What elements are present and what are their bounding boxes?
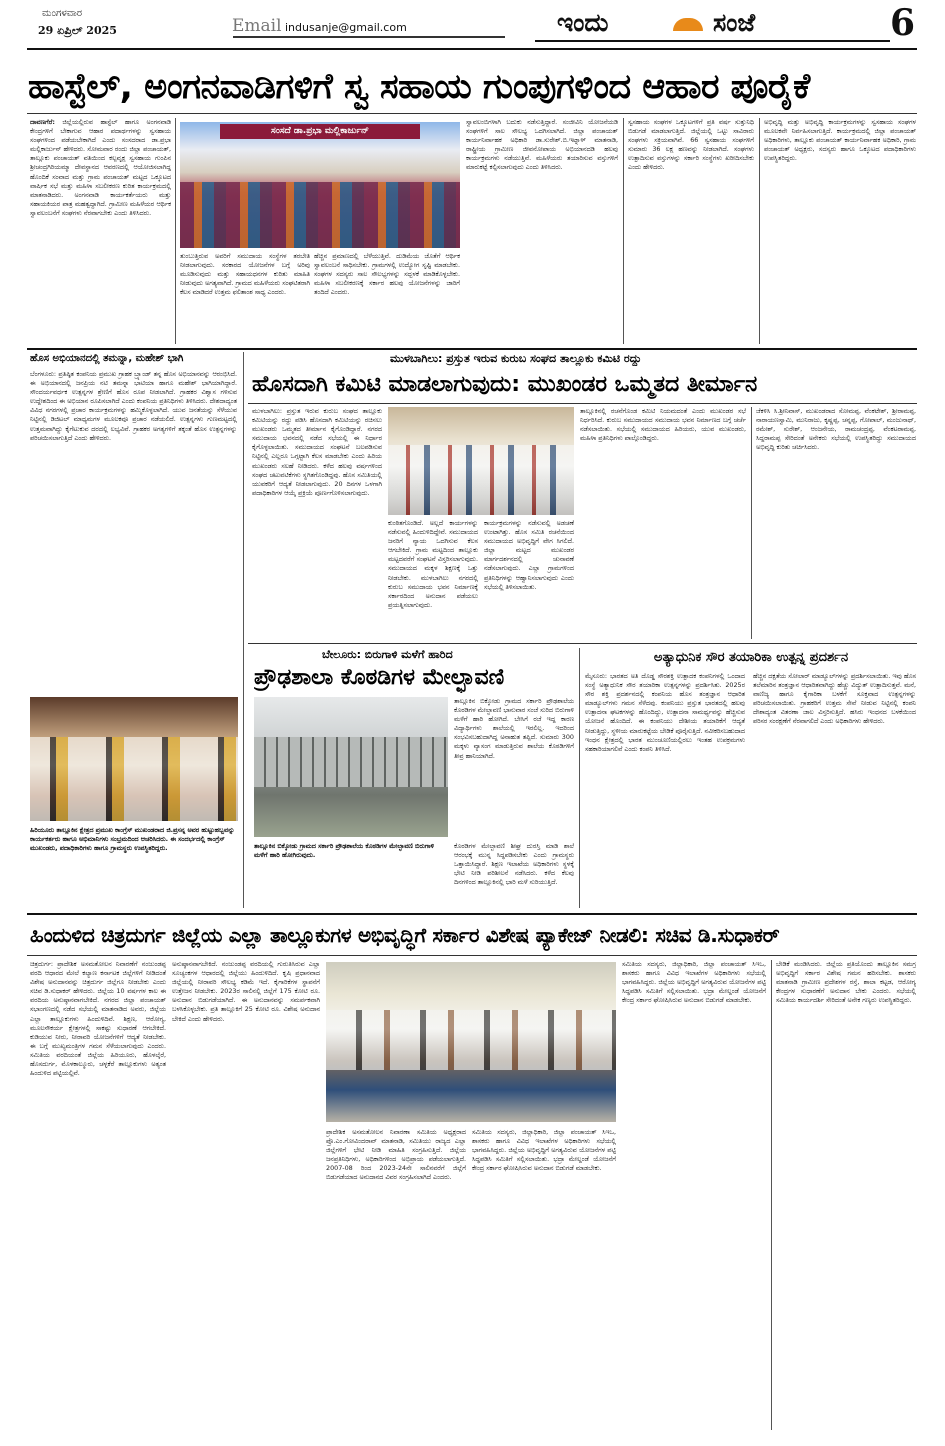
ambassador-body: ಬೆಂಗಳೂರು: ಪ್ರತಿಷ್ಠಿತ ಕಂಪನಿಯ ಪ್ರಮುಖ ಗ್ರಾಹಕ ಬ್ರ್ಯಾಂಡ್ ತನ್ನ ಹೊಸ ಅಭಿಯಾನವನ್ನು ಆರಂಭಿಸಿದೆ. ಈ ಅಭಿಯಾನದಲ್ಲಿ ಜನಪ್ರಿಯ ನಟಿ ತಮನ್ನಾ ಭಾಟಿಯಾ ಹಾಗೂ ಮಹೇಶ್ ಭಾಗಿಯಾಗಿದ್ದಾರೆ. ಸೌಂದರ್ಯವರ್ಧಕ ಉತ್ಪನ್ನಗಳ ಶ್ರೇಣಿಗೆ ಹೊಸ ರೂಪ ನೀಡಲಾಗಿದೆ. ಗ್ರಾಹಕರ ವಿಶ್ವಾಸ ಗಳಿಸುವ ಉದ್ದೇಶದಿಂದ ಈ ಅಭಿಯಾನ ರೂಪಿಸಲಾಗಿದೆ ಎಂದು ಕಂಪನಿಯ ಪ್ರತಿನಿಧಿಗಳು ತಿಳಿಸಿದರು. ದೇಶದಾದ್ಯಂತ ವಿವಿಧ ನಗರಗಳಲ್ಲಿ ಪ್ರಚಾರ ಕಾರ್ಯಕ್ರಮಗಳನ್ನು ಹಮ್ಮಿಕೊಳ್ಳಲಾಗಿದೆ. ಯುವ ಜನತೆಯನ್ನು ಸೆಳೆಯುವ ನಿಟ್ಟಿನಲ್ಲಿ ಡಿಜಿಟಲ್ ಮಾಧ್ಯಮಗಳ ಮೂಲಕವೂ ಪ್ರಚಾರ ನಡೆಯಲಿದೆ. ಉತ್ಪನ್ನಗಳು ಗುಣಮಟ್ಟದಲ್ಲಿ ಉತ್ತಮವಾಗಿದ್ದು ಕೈಗೆಟುಕುವ ದರದಲ್ಲಿ ಲಭ್ಯವಿವೆ. ಗ್ರಾಹಕರ ಅಗತ್ಯಗಳಿಗೆ ತಕ್ಕಂತೆ ಹೊಸ ಉತ್ಪನ್ನಗಳನ್ನು ಪರಿಚಯಿಸಲಾಗುತ್ತಿದೆ ಎಂದು ಹೇಳಿದರು. <box>30 370 237 442</box>
school-body-2: ಕೊಠಡಿಗಳ ಮೇಲ್ಛಾವಣಿ ಶೀಘ್ರ ದುರಸ್ತಿ ಮಾಡಿ ಶಾಲೆ ಆರಂಭಕ್ಕೆ ಮುನ್ನ ಸಿದ್ಧಪಡಿಸಬೇಕು ಎಂದು ಗ್ರಾಮಸ್ಥರು ಒತ್ತಾಯಿಸಿದ್ದಾರೆ. ಶಿಕ್ಷಣ ಇಲಾಖೆಯ ಅಧಿಕಾರಿಗಳು ಸ್ಥಳಕ್ಕೆ ಭೇಟಿ ನೀಡಿ ಪರಿಶೀಲನೆ ನಡೆಸಿದರು. ಕಳೆದ ಕೆಲವು ದಿನಗಳಿಂದ ತಾಲ್ಲೂಕಿನಲ್ಲಿ ಭಾರಿ ಮಳೆ ಸುರಿಯುತ್ತಿದೆ. <box>454 842 574 887</box>
lead-dateline: ದಾವಣಗೆರೆ: <box>30 118 55 126</box>
chitradurga-photo-officials <box>326 1010 616 1070</box>
school-photo-building <box>254 737 448 787</box>
kuruba-kicker: ಮುಳಬಾಗಿಲು: ಪ್ರಸ್ತುತ ಇರುವ ಕುರುಬ ಸಂಘದ ತಾಲ್ಲೂಕು ಕಮಿಟಿ ರದ್ದು <box>390 352 642 365</box>
solar-headline: ಅತ್ಯಾಧುನಿಕ ಸೌರ ತಯಾರಿಕಾ ಉತ್ಪನ್ನ ಪ್ರದರ್ಶನ <box>653 650 849 665</box>
school-photo-caption: ತಾಲ್ಲೂಕಿನ ಬಿಕ್ಕೋಡು ಗ್ರಾಮದ ಸರ್ಕಾರಿ ಪ್ರೌಢಶಾಲೆಯ ಕೊಠಡಿಗಳ ಮೇಲ್ಛಾವಣಿ ಬಿರುಗಾಳಿ ಮಳೆಗೆ ಹಾರಿ ಹೋಗಿರುವುದು. <box>254 842 434 859</box>
lead-headline-rule <box>27 113 917 114</box>
lead-col-under-photo: ತುಂಬುತ್ತಿರುವ ಅವರಿಗೆ ಸಮುದಾಯ ಸಂಸ್ಥೆಗಳ ತರಬೇತಿ ನೀಡಲಾಗುವುದು. ಸರಕಾರದ ಯೋಜನೆಗಳ ಬಗ್ಗೆ ಅರಿವು ಮೂಡಿಸುವುದು ಮತ್ತು ಸಹಾಯಧನಗಳ ಕುರಿತು ಮಾಹಿತಿ ನೀಡುವುದು ಅಗತ್ಯವಾಗಿದೆ. ಗ್ರಾಮದ ಮಹಿಳೆಯರು ಸಂಘಟಿತರಾಗಿ ಕೆಲಸ ಮಾಡಿದರೆ ಉತ್ತಮ ಫಲಿತಾಂಶ ಸಾಧ್ಯ ಎಂದರು. <box>180 252 310 297</box>
masthead-divider <box>233 36 505 38</box>
school-headline: ಪ್ರೌಢಶಾಲಾ ಕೊಠಡಿಗಳ ಮೇಲ್ಛಾವಣಿ <box>254 665 505 690</box>
email-label: Email <box>232 16 282 36</box>
kuruba-col-5: ಜೆಕಳಿಸಿ ಸಿ.ಶ್ರೀನಿವಾಸ್, ಮುಖಂಡರಾದ ಸೋಮಪ್ಪ, ವೆಂಕಟೇಶ್, ಶ್ರೀರಾಮಪ್ಪ, ನಾರಾಯಣಸ್ವಾಮಿ, ಮುನಿರಾಜು, ಕೃಷ್ಣಪ್ಪ, ಚನ್ನಪ್ಪ, ಗೋಪಾಲ್, ಮಂಜುನಾಥ್, ರಮೇಶ್, ಸುರೇಶ್, ಆಂಜನೇಯ, ರಾಮಚಂದ್ರಪ್ಪ, ವೆಂಕಟರಾಮಪ್ಪ, ಸಿದ್ದರಾಮಪ್ಪ ಸೇರಿದಂತೆ ಅನೇಕರು ಸಭೆಯಲ್ಲಿ ಉಪಸ್ಥಿತರಿದ್ದು ಸಮುದಾಯದ ಅಭಿವೃದ್ಧಿ ಕುರಿತು ಚರ್ಚಿಸಿದರು. <box>756 407 916 452</box>
kuruba-col-1: ಮುಳಬಾಗಿಲು: ಪ್ರಸ್ತುತ ಇರುವ ಕುರುಬ ಸಂಘದ ತಾಲ್ಲೂಕು ಕಮಿಟಿಯನ್ನು ರದ್ದು ಪಡಿಸಿ ಹೊಸದಾಗಿ ಕಮಿಟಿಯನ್ನು ರಚಿಸಲು ಮುಖಂಡರು ಒಮ್ಮತದ ತೀರ್ಮಾನ ಕೈಗೊಂಡಿದ್ದಾರೆ. ನಗರದ ಸಮುದಾಯ ಭವನದಲ್ಲಿ ನಡೆದ ಸಭೆಯಲ್ಲಿ ಈ ನಿರ್ಧಾರ ಕೈಗೊಳ್ಳಲಾಯಿತು. ಸಮುದಾಯದ ಸಂಘಟನೆ ಬಲಪಡಿಸುವ ನಿಟ್ಟಿನಲ್ಲಿ ಎಲ್ಲರೂ ಒಗ್ಗಟ್ಟಾಗಿ ಕೆಲಸ ಮಾಡಬೇಕು ಎಂದು ಹಿರಿಯ ಮುಖಂಡರು ಸಲಹೆ ನೀಡಿದರು. ಕಳೆದ ಹಲವು ವರ್ಷಗಳಿಂದ ಸಂಘದ ಚಟುವಟಿಕೆಗಳು ಸ್ಥಗಿತಗೊಂಡಿದ್ದವು. ಹೊಸ ಸಮಿತಿಯಲ್ಲಿ ಯುವಕರಿಗೆ ಆದ್ಯತೆ ನೀಡಲಾಗುವುದು. 20 ದಿನಗಳ ಒಳಗಾಗಿ ಪದಾಧಿಕಾರಿಗಳ ಆಯ್ಕೆ ಪ್ರಕ್ರಿಯೆ ಪೂರ್ಣಗೊಳಿಸಲಾಗುವುದು. <box>252 407 382 497</box>
solar-body: ಮೈಸೂರು: ಭಾರತದ ಅತಿ ದೊಡ್ಡ ಸೌರಶಕ್ತಿ ಉತ್ಪಾದಕ ಕಂಪನಿಗಳಲ್ಲಿ ಒಂದಾದ ಸಂಸ್ಥೆ ಅತ್ಯಾಧುನಿಕ ಸೌರ ತಯಾರಿಕಾ ಉತ್ಪನ್ನಗಳನ್ನು ಪ್ರದರ್ಶಿಸಿತು. 2025ರ ಸೌರ ಶಕ್ತಿ ಪ್ರದರ್ಶನದಲ್ಲಿ ಕಂಪನಿಯ ಹೊಸ ತಂತ್ರಜ್ಞಾನ ಆಧಾರಿತ ಮಾಡ್ಯೂಲ್‌ಗಳು ಗಮನ ಸೆಳೆದವು. ಕಂಪನಿಯು ಪ್ರಸ್ತುತ ಭಾರತದಲ್ಲಿ ಹಲವು ಉತ್ಪಾದನಾ ಘಟಕಗಳನ್ನು ಹೊಂದಿದ್ದು, ಉತ್ಪಾದನಾ ಸಾಮರ್ಥ್ಯವನ್ನು ಹೆಚ್ಚಿಸುವ ಯೋಜನೆ ಹೊಂದಿದೆ. ಈ ಕಂಪನಿಯು ದೇಶೀಯ ತಯಾರಿಕೆಗೆ ಆದ್ಯತೆ ನೀಡುತ್ತಿದ್ದು, ಸ್ಥಳೀಯ ಮಾರುಕಟ್ಟೆಯ ಬೇಡಿಕೆ ಪೂರೈಸುತ್ತಿದೆ. ನವೀಕರಿಸಬಹುದಾದ ಇಂಧನ ಕ್ಷೇತ್ರದಲ್ಲಿ ಭಾರತ ಮುಂಚೂಣಿಯಲ್ಲಿರಲು ಇಂತಹ ಉಪಕ್ರಮಗಳು ಸಹಕಾರಿಯಾಗಲಿವೆ ಎಂದು ಕಂಪನಿ ತಿಳಿಸಿದೆ. <box>585 672 745 753</box>
lead-photo <box>180 122 460 248</box>
brand-right-text: ಸಂಜೆ <box>713 8 756 37</box>
lead-photo-crowd <box>180 182 460 248</box>
kuruba-col-divider <box>751 407 752 639</box>
lead-col-divider <box>623 118 624 344</box>
mid-rule <box>248 643 917 644</box>
lead-col-divider <box>759 118 760 344</box>
weekday: ಮಂಗಳವಾರ <box>42 8 83 19</box>
lead-col-3: ಹೆಚ್ಚಿನ ಪ್ರಮಾಣದಲ್ಲಿ ಬೆಳೆಯುತ್ತಿವೆ. ದುಡಿಮೆಯ ಜೊತೆಗೆ ಆರ್ಥಿಕ ಸ್ವಾವಲಂಬನೆ ಸಾಧಿಸಬೇಕು. ಗ್ರಾಮಗಳಲ್ಲಿ ಉದ್ಯೋಗ ಸೃಷ್ಟಿ ಮಾಡಬೇಕು. ಸಂಘಗಳ ಸದಸ್ಯರು ಸಾಲ ಸೌಲಭ್ಯಗಳನ್ನು ಸದ್ಬಳಕೆ ಮಾಡಿಕೊಳ್ಳಬೇಕು. ಮಹಿಳಾ ಸಬಲೀಕರಣಕ್ಕೆ ಸರ್ಕಾರ ಹಲವು ಯೋಜನೆಗಳನ್ನು ಜಾರಿಗೆ ತಂದಿದೆ ಎಂದರು. <box>314 252 460 297</box>
lead-col-6: ಅಭಿವೃದ್ಧಿ ಮತ್ತು ಅಭಿವೃದ್ಧಿ ಕಾರ್ಯಕ್ರಮಗಳನ್ನು ಸ್ವಸಹಾಯ ಸಂಘಗಳ ಮೂಲಕವೇ ನಿರ್ವಹಿಸಲಾಗುತ್ತಿದೆ. ಕಾರ್ಯಕ್ರಮದಲ್ಲಿ ಜಿಲ್ಲಾ ಪಂಚಾಯತ್ ಅಧಿಕಾರಿಗಳು, ತಾಲ್ಲೂಕು ಪಂಚಾಯತ್ ಕಾರ್ಯನಿರ್ವಾಹಕ ಅಧಿಕಾರಿ, ಗ್ರಾಮ ಪಂಚಾಯತ್ ಅಧ್ಯಕ್ಷರು, ಸದಸ್ಯರು ಹಾಗೂ ಒಕ್ಕೂಟದ ಪದಾಧಿಕಾರಿಗಳು ಉಪಸ್ಥಿತರಿದ್ದರು. <box>764 118 916 163</box>
page-number: 6 <box>890 2 916 44</box>
solar-body-2: ಹೆಚ್ಚಿನ ದಕ್ಷತೆಯ ಸೋಲಾರ್ ಮಾಡ್ಯೂಲ್‌ಗಳನ್ನು ಪ್ರದರ್ಶಿಸಲಾಯಿತು. ಇವು ಹೊಸ ತಲೆಮಾರಿನ ತಂತ್ರಜ್ಞಾನ ಆಧಾರಿತವಾಗಿದ್ದು ಹೆಚ್ಚು ವಿದ್ಯುತ್ ಉತ್ಪಾದಿಸುತ್ತವೆ. ಮನೆ, ವಾಣಿಜ್ಯ ಹಾಗೂ ಕೈಗಾರಿಕಾ ಬಳಕೆಗೆ ಸೂಕ್ತವಾದ ಉತ್ಪನ್ನಗಳನ್ನು ಪರಿಚಯಿಸಲಾಯಿತು. ಗ್ರಾಹಕರಿಗೆ ಉತ್ತಮ ಸೇವೆ ನೀಡುವ ನಿಟ್ಟಿನಲ್ಲಿ ಕಂಪನಿ ದೇಶಾದ್ಯಂತ ವಿತರಣಾ ಜಾಲ ವಿಸ್ತರಿಸುತ್ತಿದೆ. ಹಸಿರು ಇಂಧನದ ಬಳಕೆಯಿಂದ ಪರಿಸರ ಸಂರಕ್ಷಣೆಗೆ ನೆರವಾಗಲಿದೆ ಎಂದು ಅಧಿಕಾರಿಗಳು ಹೇಳಿದರು. <box>753 672 916 726</box>
lead-col-5: ಸ್ವಸಹಾಯ ಸಂಘಗಳ ಒಕ್ಕೂಟಗಳಿಗೆ ಪ್ರತಿ ವರ್ಷ ಸುತ್ತುನಿಧಿ ಬಿಡುಗಡೆ ಮಾಡಲಾಗುತ್ತಿದೆ. ಜಿಲ್ಲೆಯಲ್ಲಿ ಒಟ್ಟು ಸಾವಿರಾರು ಸಂಘಗಳು ಸಕ್ರಿಯವಾಗಿವೆ. 66 ಸ್ವಸಹಾಯ ಸಂಘಗಳಿಗೆ ಸುಮಾರು 36 ಲಕ್ಷ ಹಣವನ್ನು ನೀಡಲಾಗಿದೆ. ಸಂಘಗಳು ಉತ್ಪಾದಿಸುವ ವಸ್ತುಗಳನ್ನು ಸರ್ಕಾರಿ ಸಂಸ್ಥೆಗಳು ಖರೀದಿಸಬೇಕು ಎಂದು ಹೇಳಿದರು. <box>628 118 754 172</box>
chitradurga-col-1: ಚಿತ್ರದುರ್ಗ: ಪ್ರಾದೇಶಿಕ ಅಸಮತೋಲನ ನಿವಾರಣೆಗೆ ನಂಜುಂಡಪ್ಪ ವರದಿ ಆಧಾರದ ಮೇಲೆ ಕಲ್ಯಾಣ ಕರ್ನಾಟಕ ಜಿಲ್ಲೆಗಳಿಗೆ ನೀಡಿದಂತೆ ವಿಶೇಷ ಅನುದಾನವನ್ನು ಚಿತ್ರದುರ್ಗ ಜಿಲ್ಲೆಗೂ ನೀಡಬೇಕು ಎಂದು ಸಚಿವ ಡಿ.ಸುಧಾಕರ್ ಹೇಳಿದರು. ಜಿಲ್ಲೆಯ 10 ವರ್ಷಗಳ ಕಾಲ ಈ ವರದಿಯ ಅನುಷ್ಠಾನವಾಗಬೇಕಿದೆ. ನಗರದ ಜಿಲ್ಲಾ ಪಂಚಾಯತ್ ಸಭಾಂಗಣದಲ್ಲಿ ನಡೆದ ಸಭೆಯಲ್ಲಿ ಮಾತನಾಡಿದ ಅವರು, ಜಿಲ್ಲೆಯ ಎಲ್ಲಾ ತಾಲ್ಲೂಕುಗಳು ಹಿಂದುಳಿದಿವೆ. ಶಿಕ್ಷಣ, ಆರೋಗ್ಯ, ಮೂಲಸೌಕರ್ಯ ಕ್ಷೇತ್ರಗಳಲ್ಲಿ ಸಾಕಷ್ಟು ಸುಧಾರಣೆ ಆಗಬೇಕಿದೆ. ಕುಡಿಯುವ ನೀರು, ನೀರಾವರಿ ಯೋಜನೆಗಳಿಗೆ ಆದ್ಯತೆ ನೀಡಬೇಕು. ಈ ಬಗ್ಗೆ ಮುಖ್ಯಮಂತ್ರಿಗಳ ಗಮನ ಸೆಳೆಯಲಾಗುವುದು ಎಂದರು. ಸಮಿತಿಯ ವರದಿಯಂತೆ ಜಿಲ್ಲೆಯ ಹಿರಿಯೂರು, ಹೊಳಲ್ಕೆರೆ, ಹೊಸದುರ್ಗ, ಮೊಳಕಾಲ್ಮೂರು, ಚಳ್ಳಕೆರೆ ತಾಲ್ಲೂಕುಗಳು ಅತ್ಯಂತ ಹಿಂದುಳಿದ ಪಟ್ಟಿಯಲ್ಲಿವೆ. <box>30 960 166 1078</box>
kuruba-photo <box>388 407 574 515</box>
school-body: ತಾಲ್ಲೂಕಿನ ಬಿಕ್ಕೋಡು ಗ್ರಾಮದ ಸರ್ಕಾರಿ ಪ್ರೌಢಶಾಲೆಯ ಕೊಠಡಿಗಳ ಮೇಲ್ಛಾವಣಿ ಭಾನುವಾರ ಸಂಜೆ ಸುರಿದ ಬಿರುಗಾಳಿ ಮಳೆಗೆ ಹಾರಿ ಹೋಗಿದೆ. ಬೇಸಿಗೆ ರಜೆ ಇದ್ದ ಕಾರಣ ವಿದ್ಯಾರ್ಥಿಗಳು ಶಾಲೆಯಲ್ಲಿ ಇರಲಿಲ್ಲ. ಇದರಿಂದ ಸಂಭವಿಸಬಹುದಾಗಿದ್ದ ಅನಾಹುತ ತಪ್ಪಿದೆ. ಸುಮಾರು 300 ಮಕ್ಕಳು ವ್ಯಾಸಂಗ ಮಾಡುತ್ತಿರುವ ಶಾಲೆಯ ಕೊಠಡಿಗಳಿಗೆ ತೀವ್ರ ಹಾನಿಯಾಗಿದೆ. <box>454 697 574 760</box>
kuruba-headline-rule <box>248 403 917 404</box>
kuruba-col-4: ತಾಲ್ಲೂಕಿನಲ್ಲಿ ರಚನೆಗೊಂಡ ಕಮಿಟಿ ನಿಯಮದಂತೆ ಎಂದು ಮುಖಂಡರ ಸಭೆ ನಿರ್ಧರಿಸಿದೆ. ಕುರುಬ ಸಮುದಾಯದ ಸಮುದಾಯ ಭವನ ನಿರ್ಮಾಣದ ಬಗ್ಗೆ ಚರ್ಚೆ ನಡೆಸಲಾಯಿತು. ಸಭೆಯಲ್ಲಿ ಸಮುದಾಯದ ಹಿರಿಯರು, ಯುವ ಮುಖಂಡರು, ಮಹಿಳಾ ಪ್ರತಿನಿಧಿಗಳು ಪಾಲ್ಗೊಂಡಿದ್ದರು. <box>580 407 746 443</box>
section-rule <box>27 348 917 350</box>
lead-col-1 <box>30 118 171 344</box>
chitradurga-col-divider <box>771 960 772 1430</box>
issue-date: 29 ಏಪ್ರಿಲ್ 2025 <box>38 24 117 37</box>
chitradurga-col-2: ಅನುಷ್ಠಾನವಾಗಬೇಕಿದೆ. ನಂಜುಂಡಪ್ಪ ವರದಿಯಲ್ಲಿ ಗುರುತಿಸಿರುವ ಎಲ್ಲಾ ಸೂಚ್ಯಂಕಗಳ ಆಧಾರದಲ್ಲಿ ಜಿಲ್ಲೆಯು ಹಿಂದುಳಿದಿದೆ. ಕೃಷಿ ಪ್ರಧಾನವಾದ ಜಿಲ್ಲೆಯಲ್ಲಿ ನೀರಾವರಿ ಸೌಲಭ್ಯ ಕಡಿಮೆ ಇದೆ. ಕೈಗಾರಿಕೆಗಳ ಸ್ಥಾಪನೆಗೆ ಉತ್ತೇಜನ ನೀಡಬೇಕು. 2023ರ ಸಾಲಿನಲ್ಲಿ ಜಿಲ್ಲೆಗೆ 175 ಕೋಟಿ ರೂ. ಅನುದಾನ ಬಿಡುಗಡೆಯಾಗಿದೆ. ಈ ಅನುದಾನವನ್ನು ಸಮರ್ಪಕವಾಗಿ ಬಳಸಿಕೊಳ್ಳಬೇಕು. ಪ್ರತಿ ತಾಲ್ಲೂಕಿಗೆ 25 ಕೋಟಿ ರೂ. ವಿಶೇಷ ಅನುದಾನ ಬೇಕಿದೆ ಎಂದು ಹೇಳಿದರು. <box>172 960 320 1023</box>
chitradurga-photo <box>326 962 616 1122</box>
birthday-photo <box>30 697 238 821</box>
section-rule <box>27 913 917 915</box>
left-block-divider <box>243 352 244 908</box>
lead-col-divider <box>175 118 176 344</box>
chitradurga-col-4-top: ಸಮಿತಿಯ ಸದಸ್ಯರು, ಜಿಲ್ಲಾಧಿಕಾರಿ, ಜಿಲ್ಲಾ ಪಂಚಾಯತ್ ಸಿಇಒ, ಶಾಸಕರು ಹಾಗೂ ವಿವಿಧ ಇಲಾಖೆಗಳ ಅಧಿಕಾರಿಗಳು ಸಭೆಯಲ್ಲಿ ಭಾಗವಹಿಸಿದ್ದರು. ಜಿಲ್ಲೆಯ ಅಭಿವೃದ್ಧಿಗೆ ಅಗತ್ಯವಿರುವ ಯೋಜನೆಗಳ ಪಟ್ಟಿ ಸಿದ್ಧಪಡಿಸಿ ಸಮಿತಿಗೆ ಸಲ್ಲಿಸಲಾಯಿತು. ಭದ್ರಾ ಮೇಲ್ದಂಡೆ ಯೋಜನೆಗೆ ಕೇಂದ್ರ ಸರ್ಕಾರ ಘೋಷಿಸಿರುವ ಅನುದಾನ ಬಿಡುಗಡೆ ಮಾಡಬೇಕು. <box>622 960 766 1005</box>
brand-left-text: ಇಂದು <box>557 8 609 37</box>
lead-photo-banner: ಸಂಸದೆ ಡಾ.ಪ್ರಭಾ ಮಲ್ಲಿಕಾರ್ಜುನ್ <box>220 124 420 139</box>
chitradurga-col-5: ಬೇಡಿಕೆ ಮಂಡಿಸಿದರು. ಜಿಲ್ಲೆಯ ಪ್ರತಿಯೊಂದು ತಾಲ್ಲೂಕಿನ ಸಮಗ್ರ ಅಭಿವೃದ್ಧಿಗೆ ಸರ್ಕಾರ ವಿಶೇಷ ಗಮನ ಹರಿಸಬೇಕು. ಶಾಸಕರು ಮಾತನಾಡಿ ಗ್ರಾಮೀಣ ಪ್ರದೇಶಗಳ ರಸ್ತೆ, ಶಾಲಾ ಕಟ್ಟಡ, ಆರೋಗ್ಯ ಕೇಂದ್ರಗಳ ಸುಧಾರಣೆಗೆ ಅನುದಾನ ಬೇಕು ಎಂದರು. ಸಭೆಯಲ್ಲಿ ಸಮಿತಿಯ ಕಾರ್ಯದರ್ಶಿ ಸೇರಿದಂತೆ ಅನೇಕ ಗಣ್ಯರು ಉಪಸ್ಥಿತರಿದ್ದರು. <box>776 960 916 1005</box>
chitradurga-headline-rule <box>27 955 917 956</box>
brand-logo <box>535 6 890 42</box>
sun-icon <box>673 18 703 31</box>
kuruba-photo-people <box>388 445 574 515</box>
email-address[interactable]: indusanje@gmail.com <box>285 21 407 34</box>
chitradurga-col-4: ಸಮಿತಿಯ ಸದಸ್ಯರು, ಜಿಲ್ಲಾಧಿಕಾರಿ, ಜಿಲ್ಲಾ ಪಂಚಾಯತ್ ಸಿಇಒ, ಶಾಸಕರು ಹಾಗೂ ವಿವಿಧ ಇಲಾಖೆಗಳ ಅಧಿಕಾರಿಗಳು ಸಭೆಯಲ್ಲಿ ಭಾಗವಹಿಸಿದ್ದರು. ಜಿಲ್ಲೆಯ ಅಭಿವೃದ್ಧಿಗೆ ಅಗತ್ಯವಿರುವ ಯೋಜನೆಗಳ ಪಟ್ಟಿ ಸಿದ್ಧಪಡಿಸಿ ಸಮಿತಿಗೆ ಸಲ್ಲಿಸಲಾಯಿತು. ಭದ್ರಾ ಮೇಲ್ದಂಡೆ ಯೋಜನೆಗೆ ಕೇಂದ್ರ ಸರ್ಕಾರ ಘೋಷಿಸಿರುವ ಅನುದಾನ ಬಿಡುಗಡೆ ಮಾಡಬೇಕು. <box>472 1128 616 1173</box>
birthday-photo-people <box>30 737 238 821</box>
school-photo <box>254 697 448 837</box>
chitradurga-col-3: ಪ್ರಾದೇಶಿಕ ಅಸಮತೋಲನ ನಿವಾರಣಾ ಸಮಿತಿಯ ಅಧ್ಯಕ್ಷರಾದ ಪ್ರೊ.ಎಂ.ಗೋವಿಂದರಾವ್ ಮಾತನಾಡಿ, ಸಮಿತಿಯು ರಾಜ್ಯದ ಎಲ್ಲಾ ಜಿಲ್ಲೆಗಳಿಗೆ ಭೇಟಿ ನೀಡಿ ಮಾಹಿತಿ ಸಂಗ್ರಹಿಸುತ್ತಿದೆ. ಜಿಲ್ಲೆಯ ಜನಪ್ರತಿನಿಧಿಗಳು, ಅಧಿಕಾರಿಗಳಿಂದ ಅಭಿಪ್ರಾಯ ಪಡೆಯಲಾಗುತ್ತಿದೆ. 2007-08 ರಿಂದ 2023-24ನೇ ಸಾಲಿನವರೆಗೆ ಜಿಲ್ಲೆಗೆ ಬಿಡುಗಡೆಯಾದ ಅನುದಾನದ ವಿವರ ಸಂಗ್ರಹಿಸಲಾಗಿದೆ ಎಂದರು. <box>326 1128 466 1182</box>
lead-col-4: ಸ್ವಾವಲಂಬಿಗಳಾಗಿ ಬದುಕು ನಡೆಸುತ್ತಿದ್ದಾರೆ. ಸಂಜೀವಿನಿ ಯೋಜನೆಯಡಿ ಸಂಘಗಳಿಗೆ ಸಾಲ ಸೌಲಭ್ಯ ಒದಗಿಸಲಾಗಿದೆ. ಜಿಲ್ಲಾ ಪಂಚಾಯತ್ ಕಾರ್ಯನಿರ್ವಾಹಕ ಅಧಿಕಾರಿ ಡಾ.ಸುರೇಶ್.ಬಿ.ಇಟ್ನಾಳ್ ಮಾತನಾಡಿ, ರಾಷ್ಟ್ರೀಯ ಗ್ರಾಮೀಣ ಜೀವನೋಪಾಯ ಅಭಿಯಾನದಡಿ ಹಲವು ಕಾರ್ಯಕ್ರಮಗಳು ನಡೆಯುತ್ತಿವೆ. ಮಹಿಳೆಯರು ತಯಾರಿಸುವ ವಸ್ತುಗಳಿಗೆ ಮಾರುಕಟ್ಟೆ ಕಲ್ಪಿಸಲಾಗುವುದು ಎಂದು ತಿಳಿಸಿದರು. <box>466 118 618 172</box>
ambassador-headline: ಹೊಸ ಅಭಿಯಾನದಲ್ಲಿ ತಮನ್ನಾ, ಮಹೇಶ್ ಭಾಗಿ <box>30 353 184 364</box>
masthead-rule <box>27 48 917 50</box>
school-solar-divider <box>579 648 580 908</box>
kuruba-col-2: ಕುಂಠಿತಗೊಂಡಿದೆ. ಅಲ್ಲದೆ ಕಾರ್ಯಗಳನ್ನು ನಡೆಸುವಲ್ಲಿ ಹಿಂದುಳಿದಿದ್ದೇವೆ. ಸಮುದಾಯದ ಜನರಿಗೆ ನ್ಯಾಯ ಒದಗಿಸುವ ಕೆಲಸ ಆಗಬೇಕಿದೆ. ಗ್ರಾಮ ಮಟ್ಟದಿಂದ ತಾಲ್ಲೂಕು ಮಟ್ಟದವರೆಗೆ ಸಂಘಟನೆ ವಿಸ್ತರಿಸಲಾಗುವುದು. ಸಮುದಾಯದ ಮಕ್ಕಳ ಶಿಕ್ಷಣಕ್ಕೆ ಒತ್ತು ನೀಡಬೇಕು. ಮುಳಬಾಗಿಲು ನಗರದಲ್ಲಿ ಕುರುಬ ಸಮುದಾಯ ಭವನ ನಿರ್ಮಾಣಕ್ಕೆ ಸರ್ಕಾರದಿಂದ ಅನುದಾನ ಪಡೆಯಲು ಪ್ರಯತ್ನಿಸಲಾಗುವುದು. <box>388 519 478 609</box>
school-kicker: ಬೇಲೂರು: ಬಿರುಗಾಳಿ ಮಳೆಗೆ ಹಾರಿದ <box>322 648 453 661</box>
kuruba-headline: ಹೊಸದಾಗಿ ಕಮಿಟಿ ಮಾಡಲಾಗುವುದು: ಮುಖಂಡರ ಒಮ್ಮತದ ತೀರ್ಮಾನ <box>252 372 758 397</box>
birthday-photo-caption: ಹಿರಿಯೂರು ತಾಲ್ಲೂಕಿನ ಕ್ಷೇತ್ರದ ಪ್ರಮುಖ ಕಾಂಗ್ರೆಸ್ ಮುಖಂಡರಾದ ಜಿ.ಪ್ರಸನ್ನ ಅವರ ಹುಟ್ಟುಹಬ್ಬವನ್ನು ಕಾರ್ಯಕರ್ತರು ಹಾಗೂ ಅಭಿಮಾನಿಗಳು ಸಂಭ್ರಮದಿಂದ ಆಚರಿಸಿದರು. ಈ ಸಂದರ್ಭದಲ್ಲಿ ಕಾಂಗ್ರೆಸ್ ಮುಖಂಡರು, ಪದಾಧಿಕಾರಿಗಳು ಹಾಗೂ ಗ್ರಾಮಸ್ಥರು ಉಪಸ್ಥಿತರಿದ್ದರು. <box>30 826 235 852</box>
lead-col-1-text: ಜಿಲ್ಲೆಯಲ್ಲಿರುವ ಹಾಸ್ಟೆಲ್ ಹಾಗೂ ಅಂಗನವಾಡಿ ಕೇಂದ್ರಗಳಿಗೆ ಬೇಕಾಗುವ ಆಹಾರ ಪದಾರ್ಥಗಳನ್ನು ಸ್ವಸಹಾಯ ಸಂಘಗಳಿಂದ ಪಡೆಯಬೇಕಾಗಿದೆ ಎಂದು ಸಂಸದರಾದ ಡಾ.ಪ್ರಭಾ ಮಲ್ಲಿಕಾರ್ಜುನ್ ಹೇಳಿದರು. ಸೋಮವಾರ ರಂದು ಜಿಲ್ಲಾ ಪಂಚಾಯತ್, ತಾಲ್ಲೂಕು ಪಂಚಾಯತ್ ವತಿಯಿಂದ ಕಲ್ಪವೃಕ್ಷ ಸ್ವಸಹಾಯ ಗುಂಪಿನ ಶ್ರೀಚಂದ್ರಗಿರಿಯಮ್ಮಾ ದೇವಸ್ಥಾನದ ಆವರಣದಲ್ಲಿ ಆಯೋಜಿಸಲಾಗಿದ್ದ ಹೊಂದಿಕೆ ಸಂವಾದ ಮತ್ತು ಗ್ರಾಮ ಪಂಚಾಯತ್ ಮಟ್ಟದ ಒಕ್ಕೂಟದ ವಾರ್ಷಿಕ ಸಭೆ ಮತ್ತು ಮಹಿಳಾ ಸಬಲೀಕರಣ ಕುರಿತ ಕಾರ್ಯಕ್ರಮದಲ್ಲಿ ಮಾತನಾಡಿದರು. ಅಂಗನವಾಡಿ ಕಾರ್ಯಕರ್ತೆಯರು ಮತ್ತು ಸಹಾಯಕಿಯರ ಪಾತ್ರ ಮಹತ್ವದ್ದಾಗಿದೆ. ಗ್ರಾಮೀಣ ಮಹಿಳೆಯರ ಆರ್ಥಿಕ ಸ್ವಾವಲಂಬನೆಗೆ ಸಂಘಗಳು ನೆರವಾಗಬೇಕು ಎಂದು ತಿಳಿಸಿದರು. <box>30 118 171 217</box>
kuruba-col-3: ಕಾರ್ಯಕ್ರಮಗಳನ್ನು ನಡೆಸುವಲ್ಲಿ ಅಡಚಣೆ ಉಂಟಾಗಿತ್ತು. ಹೊಸ ಸಮಿತಿ ರಚನೆಯಿಂದ ಸಮುದಾಯದ ಅಭಿವೃದ್ಧಿಗೆ ವೇಗ ಸಿಗಲಿದೆ. ಜಿಲ್ಲಾ ಮಟ್ಟದ ಮುಖಂಡರ ಮಾರ್ಗದರ್ಶನದಲ್ಲಿ ಚುನಾವಣೆ ನಡೆಸಲಾಗುವುದು. ಎಲ್ಲಾ ಗ್ರಾಮಗಳಿಂದ ಪ್ರತಿನಿಧಿಗಳನ್ನು ಆಹ್ವಾನಿಸಲಾಗುವುದು ಎಂದು ಸಭೆಯಲ್ಲಿ ತಿಳಿಸಲಾಯಿತು. <box>484 519 574 591</box>
chitradurga-headline: ಹಿಂದುಳಿದ ಚಿತ್ರದುರ್ಗ ಜಿಲ್ಲೆಯ ಎಲ್ಲಾ ತಾಲ್ಲೂಕುಗಳ ಅಭಿವೃದ್ಧಿಗೆ ಸರ್ಕಾರ ವಿಶೇಷ ಪ್ಯಾಕೇಜ್ ನೀಡಲಿ: ಸಚಿವ ಡಿ.ಸುಧಾಕರ್ <box>30 923 780 947</box>
lead-headline: ಹಾಸ್ಟೆಲ್, ಅಂಗನವಾಡಿಗಳಿಗೆ ಸ್ವ ಸಹಾಯ ಗುಂಪುಗಳಿಂದ ಆಹಾರ ಪೂರೈಕೆ <box>28 67 810 107</box>
